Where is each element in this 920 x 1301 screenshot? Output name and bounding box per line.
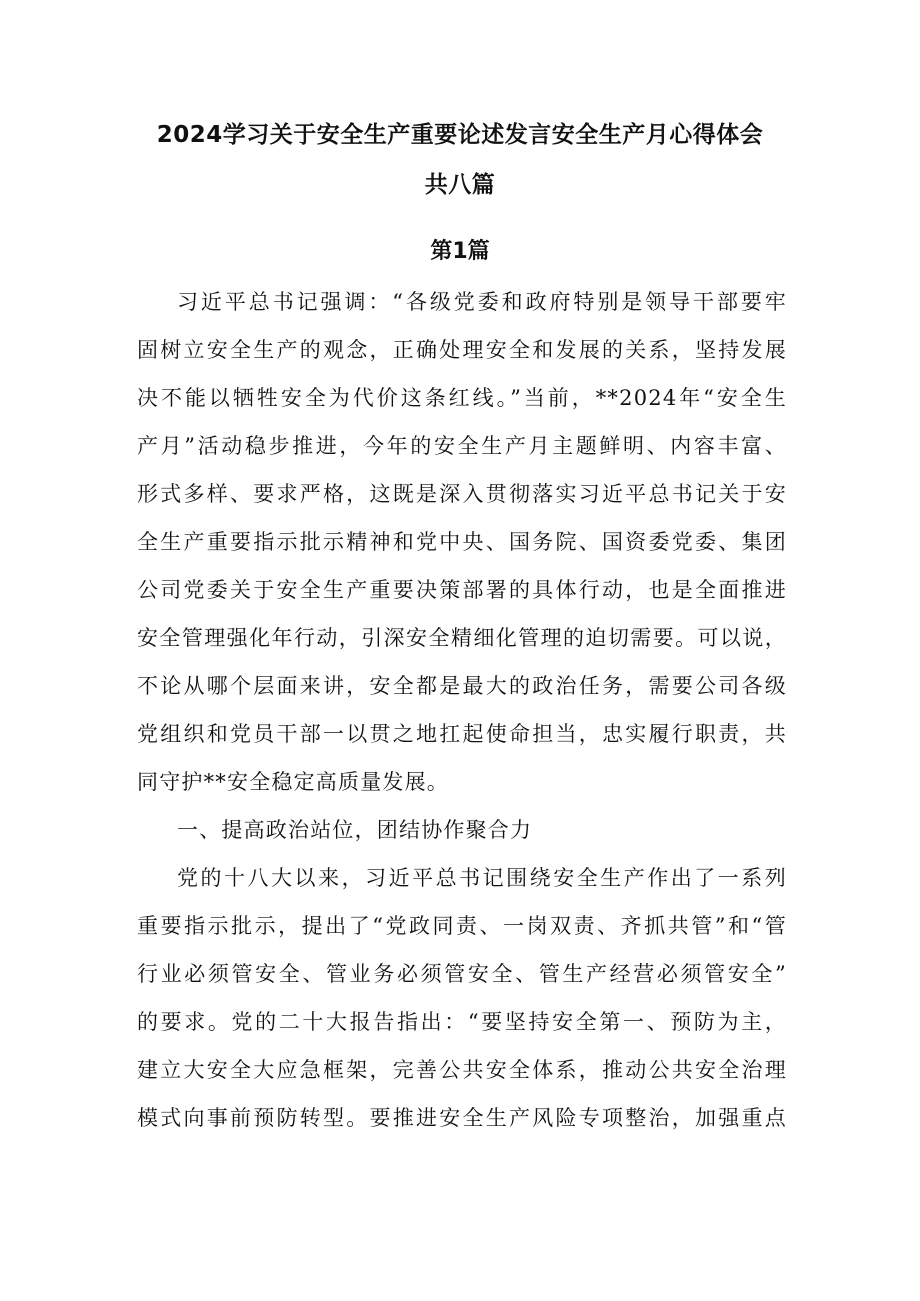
body-line: 建立大安全大应急框架，完善公共安全体系，推动公共安全治理 — [137, 1058, 787, 1082]
body-line: 形式多样、要求严格，这既是深入贯彻落实习近平总书记关于安 — [137, 482, 787, 506]
document-title-line-2: 共八篇 — [424, 172, 496, 198]
body-line: 产月”活动稳步推进，今年的安全生产月主题鲜明、内容丰富、 — [137, 434, 787, 458]
section-heading: 第1篇 — [430, 239, 490, 264]
body-line: 公司党委关于安全生产重要决策部署的具体行动，也是全面推进 — [137, 578, 787, 602]
body-line: 全生产重要指示批示精神和党中央、国务院、国资委党委、集团 — [137, 530, 787, 554]
body-line: 党的十八大以来，习近平总书记围绕安全生产作出了一系列 — [177, 866, 787, 890]
body-line: 重要指示批示，提出了“党政同责、一岗双责、齐抓共管”和“管 — [137, 914, 787, 938]
body-line: 固树立安全生产的观念，正确处理安全和发展的关系，坚持发展 — [137, 338, 787, 362]
body-line: 的要求。党的二十大报告指出：“要坚持安全第一、预防为主， — [137, 1010, 787, 1034]
document-title-line-1: 2024学习关于安全生产重要论述发言安全生产月心得体会 — [156, 122, 764, 148]
body-line: 决不能以牺牲安全为代价这条红线。”当前，**2024年“安全生 — [137, 386, 787, 410]
body-line: 党组织和党员干部一以贯之地扛起使命担当，忠实履行职责，共 — [137, 722, 787, 746]
body-line: 模式向事前预防转型。要推进安全生产风险专项整治，加强重点 — [137, 1106, 787, 1130]
body-line: 安全管理强化年行动，引深安全精细化管理的迫切需要。可以说， — [137, 626, 787, 650]
document-body — [137, 278, 787, 1142]
body-line: 同守护**安全稳定高质量发展。 — [137, 770, 449, 794]
subsection-heading: 一、提高政治站位，团结协作聚合力 — [177, 818, 533, 842]
body-line: 习近平总书记强调：“各级党委和政府特别是领导干部要牢 — [177, 290, 787, 314]
body-line: 行业必须管安全、管业务必须管安全、管生产经营必须管安全” — [137, 962, 787, 986]
body-line: 不论从哪个层面来讲，安全都是最大的政治任务，需要公司各级 — [137, 674, 787, 698]
